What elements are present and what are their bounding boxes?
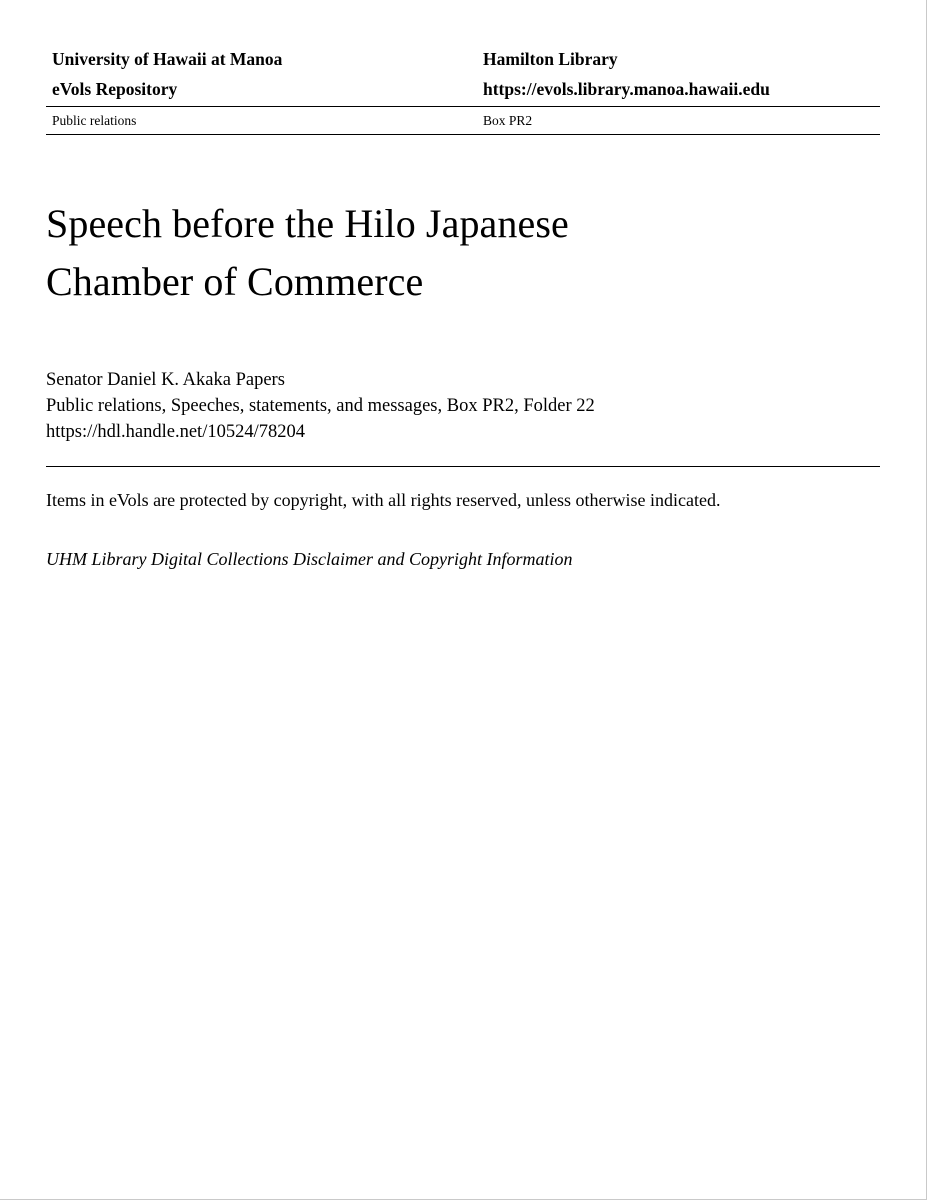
page-title: Speech before the Hilo Japanese Chamber of Commerce — [46, 201, 569, 304]
header-row-institution — [46, 44, 880, 74]
citation-collection: Senator Daniel K. Akaka Papers — [46, 370, 285, 390]
header-divider-row-2 — [46, 134, 880, 135]
disclaimer-link[interactable]: UHM Library Digital Collections Disclaimer and Copyright Information — [46, 549, 573, 570]
header-row-repository — [46, 74, 880, 106]
collection-label: Public relations — [52, 113, 137, 128]
library-name: Hamilton Library — [483, 49, 618, 69]
citation-handle[interactable]: https://hdl.handle.net/10524/78204 — [46, 421, 305, 442]
header-block — [46, 44, 880, 135]
header-divider-bottom — [46, 134, 880, 135]
citation-block — [46, 368, 880, 445]
citation-series: Public relations, Speeches, statements, and messages, Box PR2, Folder 22 — [46, 395, 595, 416]
repository-url[interactable]: https://evols.library.manoa.hawaii.edu — [483, 79, 770, 99]
rights-divider — [46, 466, 880, 467]
institution-name: University of Hawaii at Manoa — [52, 49, 283, 69]
repository-name: eVols Repository — [52, 79, 178, 99]
page-content — [46, 44, 880, 572]
rights-statement: Items in eVols are protected by copyright, with all rights reserved, unless otherwise indicated. — [46, 490, 721, 511]
header-row-collection — [46, 107, 880, 134]
box-label: Box PR2 — [483, 113, 533, 128]
